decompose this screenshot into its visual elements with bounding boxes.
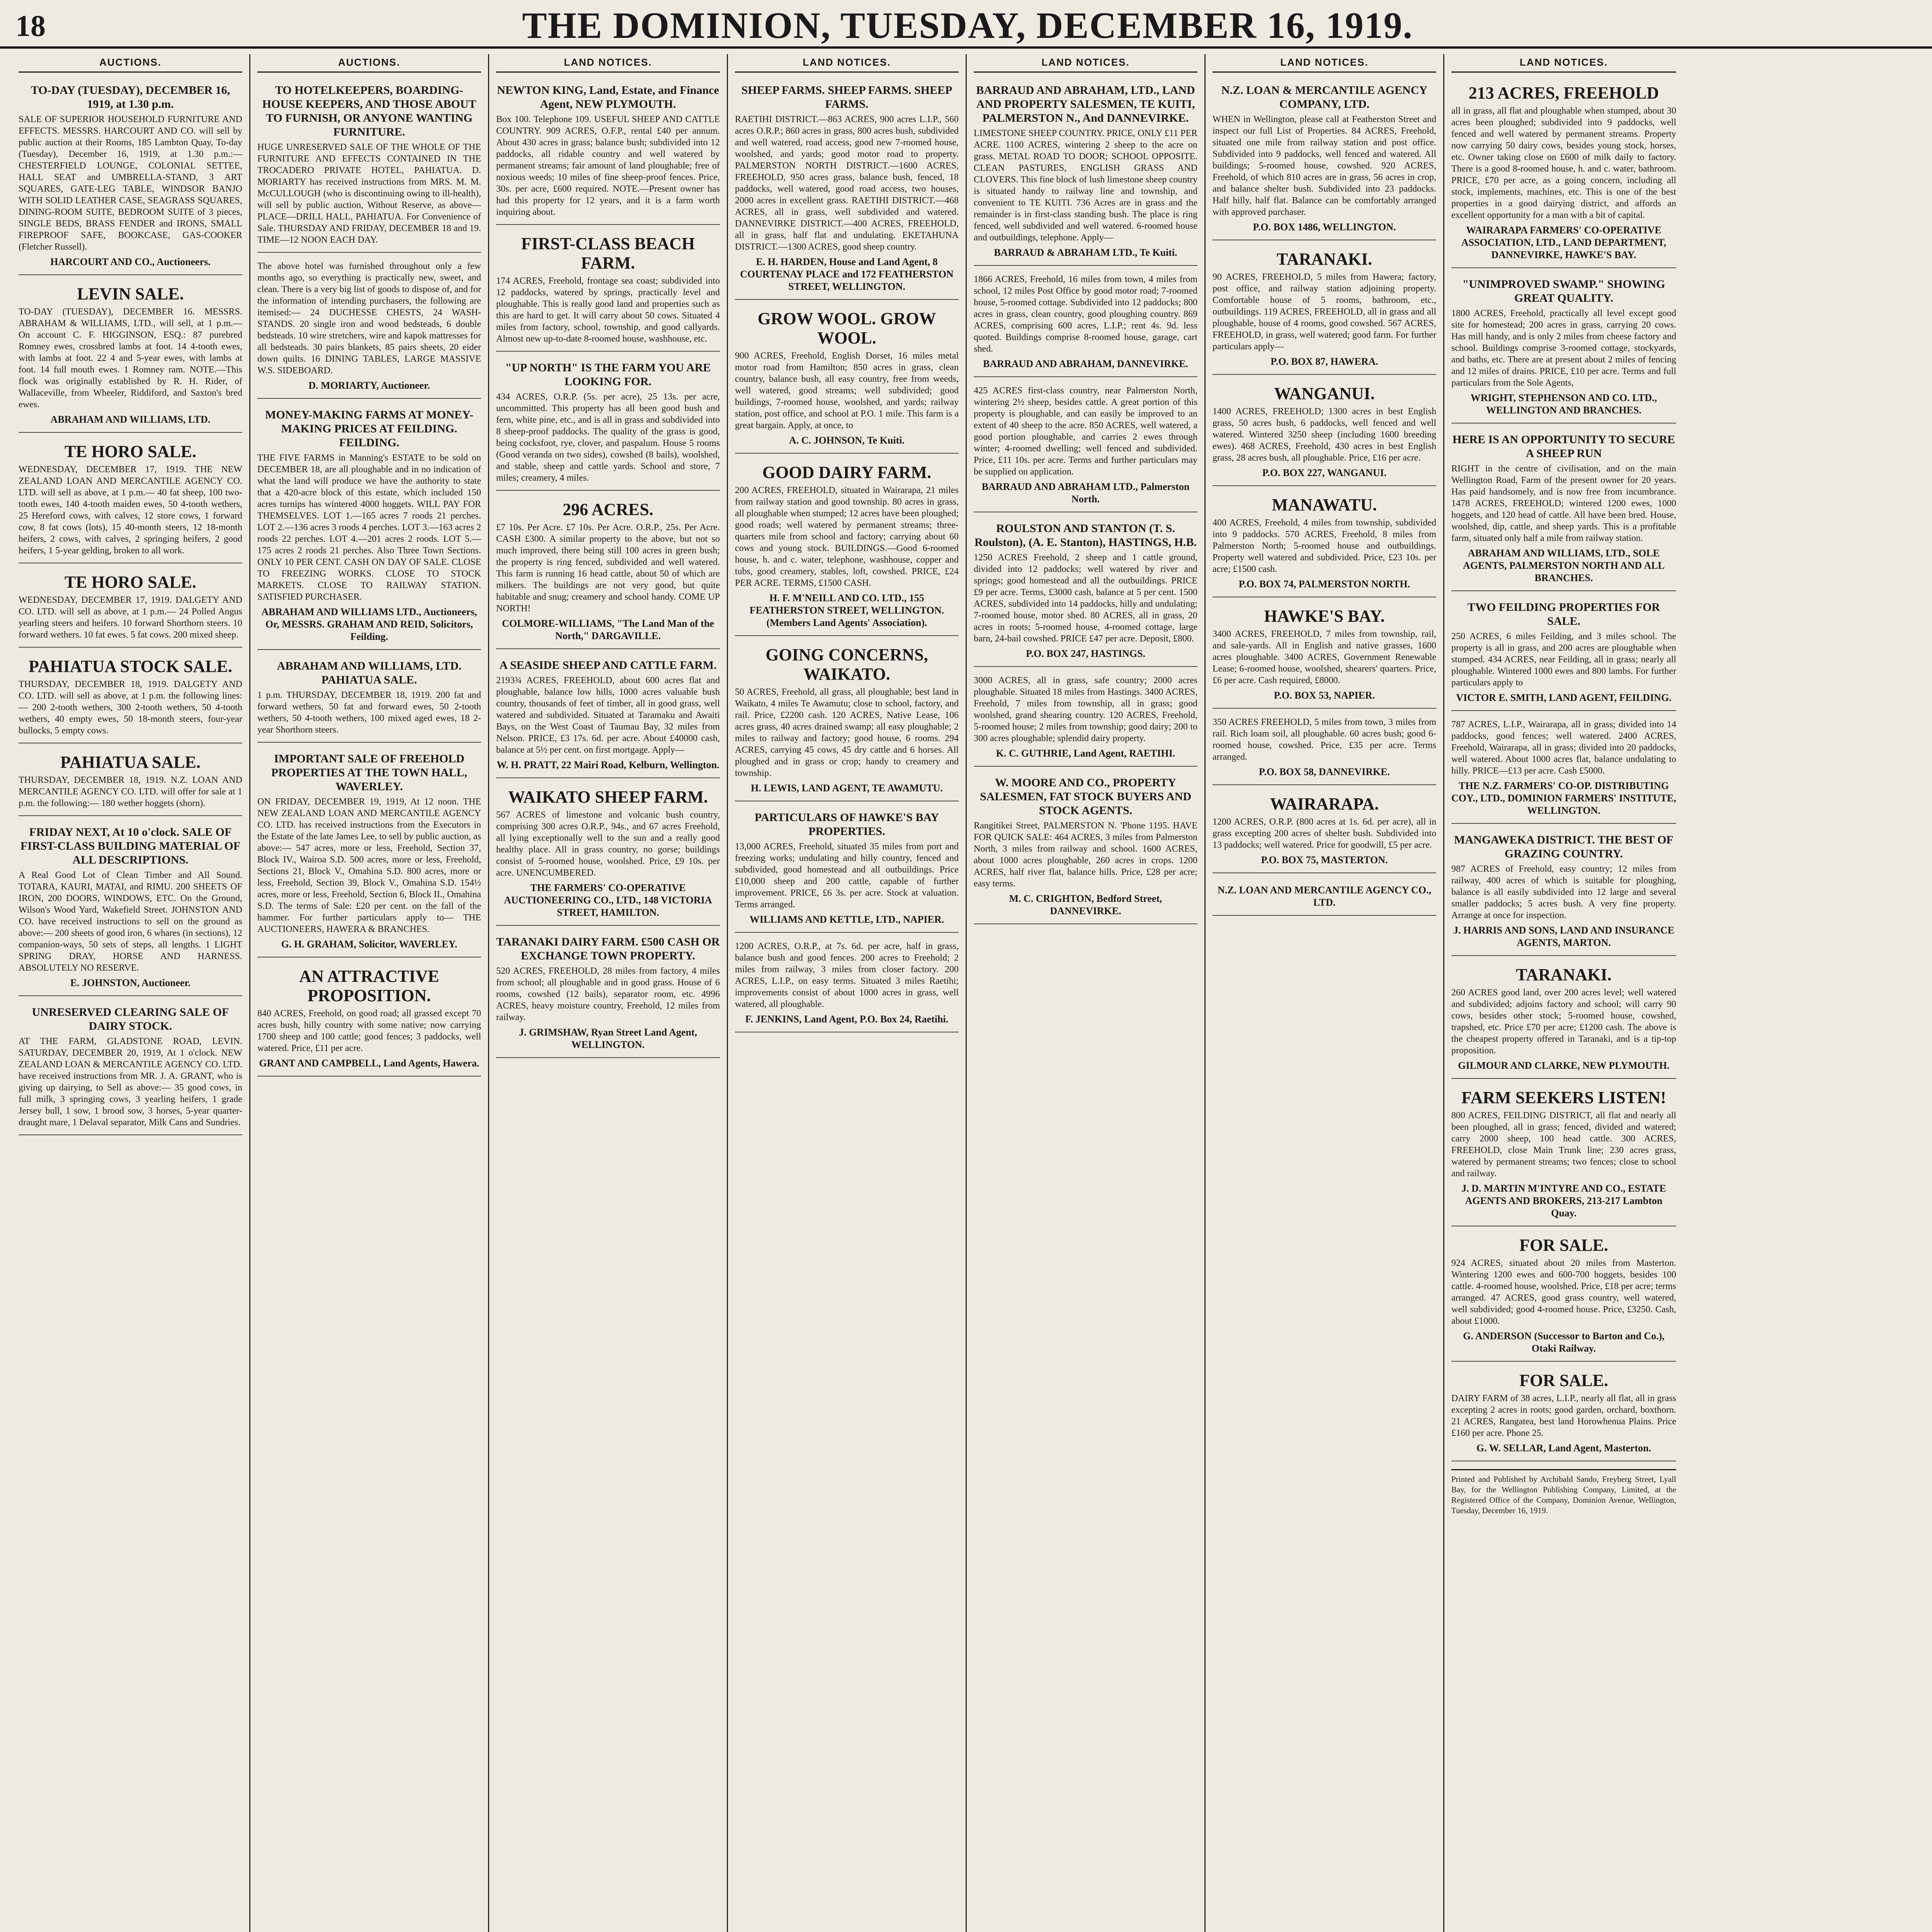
ad-body-text: 787 ACRES, L.I.P., Wairarapa, all in grass; divided into 14 paddocks, good fences; well watered. 2400 ACRES, Freehold, Wairarapa, all in grass; divided into 20 paddocks, well watered. About 1000 acres flat, balance undulating to hilly. PRICE—£13 per acre. Cash £5000.	[1451, 719, 1676, 776]
advertisement	[19, 437, 242, 563]
advertisement	[496, 782, 720, 926]
ad-body-text: 425 ACRES first-class country, near Palmerston North, wintering 2½ sheep, besides cattle. A great portion of this property is ploughable, and can easily be improved to an extent of 40 sheep to the acre. 850 ACRES, well watered, a good portion ploughable, and carries 2 ewes through winter; 4-roomed dwelling; well fenced and subdivided. Price, £11 10s. per acre. Terms and further particulars may be supplied on application.	[974, 386, 1197, 477]
ad-signature: N.Z. LOAN AND MERCANTILE AGENCY CO., LTD.	[1217, 884, 1432, 908]
advertisement	[1213, 78, 1436, 240]
advertisement	[735, 304, 959, 454]
advertisement	[1451, 272, 1676, 423]
ad-headline: WANGANUI.	[1274, 384, 1375, 403]
advertisement	[19, 747, 242, 816]
column-4	[728, 54, 967, 1932]
advertisement	[257, 78, 481, 253]
ad-body-text: 200 ACRES, FREEHOLD, situated in Wairarapa, 21 miles from railway station and good township. 80 acres in grass, all ploughable when stumped; 12 acres have been ploughed; good roads; well watered by permanent streams; three-quarters mile from school and factory; carrying about 60 cows and young stock. BUILDINGS.—Good 6-roomed house, h. and c. water, telephone, washhouse, copper and tubs, good creamery, stables, loft, cowshed. PRICE, £24 PER ACRE. TERMS, £1500 CASH.	[735, 485, 959, 588]
ad-signature: P.O. BOX 227, WANGANUI.	[1262, 467, 1387, 478]
ad-headline: LEVIN SALE.	[77, 284, 184, 303]
ad-signature: P.O. BOX 1486, WELLINGTON.	[1253, 221, 1396, 233]
advertisement	[496, 229, 720, 352]
ad-signature: P.O. BOX 74, PALMERSTON NORTH.	[1238, 578, 1410, 590]
ad-body-text: Rangitikei Street, PALMERSTON N. 'Phone 1195. HAVE FOR QUICK SALE: 464 ACRES, 3 miles from Palmerston North, 3 miles from railway and school. 1600 ACRES, about 1000 acres ploughable, 260 acres in crops. 1200 ACRES, half river flat, balance hills. Price, £28 per acre; easy terms.	[974, 821, 1197, 889]
ad-headline: FRIDAY NEXT, At 10 o'clock. SALE OF FIRST-CLASS BUILDING MATERIAL OF ALL DESCRIPTIONS.	[20, 826, 241, 866]
ad-signature: E. H. HARDEN, House and Land Agent, 8 COURTENAY PLACE and 172 FEATHERSTON STREET, WELLINGTON.	[740, 256, 954, 292]
column-3	[489, 54, 728, 1932]
advertisement	[735, 937, 959, 1032]
ad-signature: D. MORIARTY, Auctioneer.	[308, 380, 430, 391]
advertisement	[496, 930, 720, 1058]
ad-body-text: 800 ACRES, FEILDING DISTRICT, all flat and nearly all been ploughed, all in grass; fenced, divided and watered; carry 2000 sheep, 100 head cattle. 300 ACRES, FREEHOLD, close Main Trunk line; 230 acres grass, watered by permanent streams; two fences; close to school and railway.	[1451, 1111, 1676, 1179]
ad-headline: IMPORTANT SALE OF FREEHOLD PROPERTIES AT THE TOWN HALL, WAVERLEY.	[271, 752, 468, 793]
ad-signature: WRIGHT, STEPHENSON AND CO. LTD., WELLINGTON AND BRANCHES.	[1470, 392, 1657, 416]
advertisement	[1213, 490, 1436, 597]
advertisement	[257, 654, 481, 743]
advertisement	[19, 1000, 242, 1135]
ad-body-text: THE FIVE FARMS in Manning's ESTATE to be sold on DECEMBER 18, are all ploughable and in no indication of what the land will produce we have the authority to state that a 420-acre block of this estate, which included 150 acres turnips has wintered 4000 hoggets. WILL PAY FOR THEMSELVES. LOT 1.—165 acres 7 roods 21 perches. LOT 2.—136 acres 3 roods 4 perches. LOT 3.—163 acres 2 roods 22 perches. LOT 4.—201 acres 2 roods. LOT 5.—175 acres 2 roods 21 perches. Also Three Town Sections. ONLY 10 PER CENT. CASH ON DAY OF SALE. CLOSE TO FREEZING WORKS. CLOSE TO STOCK MARKETS. CLOSE TO RAILWAY STATION. SATISFIED PURCHASER.	[257, 453, 481, 602]
ad-signature: WILLIAMS AND KETTLE, LTD., NAPIER.	[749, 914, 944, 925]
ad-body-text: 50 ACRES, Freehold, all grass, all ploughable; best land in Waikato, 4 miles Te Awamutu; close to school, factory, and rail. Price, £2200 cash. 120 ACRES, Native Lease, 106 acres grass, 40 acres drained swamp; all easy ploughable; 2 miles to railway and factory; good house, 6 rooms. 294 ACRES, carrying 45 cows, 45 dry cattle and 6 horses. All ploughed and in grass or crop; handy to creamery and township.	[735, 687, 959, 778]
ad-headline: PARTICULARS OF HAWKE'S BAY PROPERTIES.	[754, 811, 939, 838]
advertisement	[735, 805, 959, 933]
advertisement	[1213, 877, 1436, 916]
column-5	[967, 54, 1206, 1932]
ad-body-text: 1400 ACRES, FREEHOLD; 1300 acres in best English grass, 50 acres bush, 6 paddocks, well fenced and well watered. Wintered 3250 sheep (including 1600 breeding ewes). 468 ACRES, Freehold, 430 acres in best English grass, 28 acres bush, all ploughable. Price, £16 per acre.	[1213, 406, 1436, 463]
advertisement	[1213, 713, 1436, 785]
ad-headline: "UNIMPROVED SWAMP." SHOWING GREAT QUALITY.	[1462, 278, 1665, 304]
ad-headline: 296 ACRES.	[563, 500, 653, 519]
ad-body-text: WEDNESDAY, DECEMBER 17, 1919. DALGETY AND CO. LTD. will sell as above, at 1 p.m.— 24 Polled Angus yearling steers and heifers. 10 forward Shorthorn steers. 10 forward wethers. 10 fat ewes. 5 fat cows. 200 mixed sheep.	[19, 595, 242, 640]
ad-signature: G. W. SELLAR, Land Agent, Masterton.	[1476, 1442, 1651, 1454]
ad-headline: MANGAWEKA DISTRICT. THE BEST OF GRAZING COUNTRY.	[1454, 833, 1673, 860]
ad-headline: GROW WOOL. GROW WOOL.	[757, 309, 936, 347]
ad-body-text: £7 10s. Per Acre. £7 10s. Per Acre. O.R.P., 25s. Per Acre. CASH £300. A similar property to the above, but not so much improved, there being still 100 acres in green bush; the property is ring fenced, subdivided and well watered. This farm is running 16 head cattle, about 50 of which are milkers. The buildings are not very good, but quite habitable and snug; creamery and school handy. COME UP NORTH!	[496, 522, 720, 614]
ad-body-text: A Real Good Lot of Clean Timber and All Sound. TOTARA, KAURI, MATAI, and RIMU. 200 SHEETS OF IRON, 200 DOORS, WINDOWS, ETC. On the Ground, Wilson's Wood Yard, Wakefield Street. JOHNSTON AND CO. have received instructions to sell on the ground as above:— 200 sheets of good iron, 6 whares (in sections), 12 companion-ways, 50 sets of steps, all lengths. 1 LIGHT SPRING DRAY, HORSE AND HARNESS. ABSOLUTELY NO RESERVE.	[19, 870, 242, 973]
column-6	[1206, 54, 1444, 1932]
ad-body-text: 174 ACRES, Freehold, frontage sea coast; subdivided into 12 paddocks, watered by springs, practically level and ploughable. This is really good land and properties such as this are hard to get. It will carry about 50 cows. Situated 4 miles from factory, school, township, and good callyards. Almost new up-to-date 8-roomed house, washhouse, etc.	[496, 276, 720, 344]
ad-headline: WAIRARAPA.	[1270, 794, 1379, 813]
ad-headline: A SEASIDE SHEEP AND CATTLE FARM.	[499, 659, 717, 672]
ad-headline: FOR SALE.	[1519, 1236, 1608, 1255]
ad-signature: A. C. JOHNSON, Te Kuiti.	[789, 435, 905, 446]
ad-headline: TWO FEILDING PROPERTIES FOR SALE.	[1467, 601, 1660, 628]
advertisement	[735, 640, 959, 801]
ad-body-text: 90 ACRES, FREEHOLD, 5 miles from Hawera; factory, post office, and railway station adjoining property. Comfortable house of 5 rooms, bathroom, etc., outbuildings. 119 ACRES, FREEHOLD, all in grass and all ploughable, house of 4 rooms, good cowshed. 567 ACRES, FREEHOLD, in grass, well watered; good farm. For further particulars apply—	[1213, 272, 1436, 352]
advertisement	[496, 355, 720, 491]
ad-signature: THE N.Z. FARMERS' CO-OP. DISTRIBUTING COY., LTD., DOMINION FARMERS' INSTITUTE, WELLINGTON.	[1451, 780, 1676, 816]
advertisement	[1451, 1083, 1676, 1226]
ad-signature: P.O. BOX 247, HASTINGS.	[1026, 648, 1145, 659]
ad-body-text: 434 ACRES, O.R.P. (5s. per acre), 25 13s. per acre, uncommitted. This property has all been good bush and fern, white pine, etc., and is all in grass and subdivided into 8 sheep-proof paddocks. The quality of the grass is good, being cocksfoot, rye, clover, and paspalum. House 5 rooms (Good veranda on two sides), cowshed (8 bails), woolshed, and stable, sheep and cattle yards. School and store, 7 miles; creamery, 4 miles.	[496, 392, 720, 483]
column-header: LAND NOTICES.	[1213, 54, 1436, 73]
ad-headline: GOOD DAIRY FARM.	[762, 463, 932, 482]
ad-body-text: 1250 ACRES Freehold, 2 sheep and 1 cattle ground, divided into 12 paddocks; well watered by river and springs; good homestead and all the outbuildings. PRICE £9 per acre. Terms, £3000 cash, balance at 5 per cent. 1500 ACRES, subdivided into 14 paddocks, hilly and undulating; 7-roomed house, motor shed. 80 ACRES, all in grass, 20 acres in roots; 5-roomed house, 4-roomed cottage, large barn, 24-bail cowshed. PRICE £47 per acre. Deposit, £800.	[974, 553, 1197, 644]
ad-signature: WAIRARAPA FARMERS' CO-OPERATIVE ASSOCIATION, LTD., LAND DEPARTMENT, DANNEVIRKE, HAWKE'S BAY.	[1461, 224, 1667, 260]
advertisement	[1213, 379, 1436, 486]
advertisement	[974, 516, 1197, 667]
printer-imprint: Printed and Published by Archibald Sando, Freyberg Street, Lyall Bay, for the Wellington Publishing Company, Limited, at the Registered Office of the Company, Dominion Avenue, Wellington, Tuesday, December 16, 1919.	[1451, 1469, 1676, 1516]
ad-headline: FARM SEEKERS LISTEN!	[1461, 1088, 1666, 1107]
masthead	[0, 0, 1932, 49]
advertisement	[19, 567, 242, 648]
ad-signature: P.O. BOX 75, MASTERTON.	[1261, 854, 1388, 866]
column-header: LAND NOTICES.	[974, 54, 1197, 73]
advertisement	[1451, 715, 1676, 824]
advertisement	[974, 381, 1197, 512]
ad-signature: H. F. M'NEILL AND CO. LTD., 155 FEATHERSTON STREET, WELLINGTON. (Members Land Agents' Association).	[749, 592, 944, 628]
ad-body-text: 350 ACRES FREEHOLD, 5 miles from town, 3 miles from rail. Rich loam soil, all ploughable. 60 acres bush; good 6-roomed house, cowshed. Price, £35 per acre. Terms arranged.	[1213, 717, 1436, 762]
ad-body-text: 260 ACRES good land, over 200 acres level; well watered and subdivided; adjoins factory and school; will carry 90 cows, besides other stock; 5-roomed house, cowshed, trapshed, etc. Price £70 per acre; £1200 cash. The above is the cheapest property offered in Taranaki, and is a tip-top proposition.	[1451, 988, 1676, 1056]
column-2	[250, 54, 489, 1932]
ad-body-text: SALE OF SUPERIOR HOUSEHOLD FURNITURE AND EFFECTS. MESSRS. HARCOURT AND CO. will sell by public auction at their Rooms, 185 Lambton Quay, To-day (Tuesday), December 16, 1919, at 1.30 p.m.:— CHESTERFIELD LOUNGE, COLONIAL SETTEE, HALL SEAT and UMBRELLA-STAND, 3 ART SQUARES, GATE-LEG TABLE, WINDSOR BANJO WITH SOLID LEATHER CASE, SEAGRASS SQUARES, DINING-ROOM SUITE, BEDROOM SUITE of 3 pieces, SINGLE BEDS, BRASS FENDER and IRONS, SMALL FIREPROOF SAFE, BOOKCASE, GAS-COOKER (Fletcher Russell).	[19, 114, 242, 252]
advertisement	[1451, 828, 1676, 956]
ad-signature: ABRAHAM AND WILLIAMS, LTD.	[50, 414, 211, 425]
advertisement	[257, 403, 481, 650]
ad-body-text: 1200 ACRES, O.R.P., at 7s. 6d. per acre, half in grass, balance bush and good fences. 200 acres to Freehold; 2 miles from railway, 3 miles from closer factory. 200 ACRES, L.I.P., on easy terms. Situated 3 miles Raetihi; improvements consist of about 1000 acres in grass, well watered, all ploughable.	[735, 941, 959, 1009]
advertisement	[1213, 789, 1436, 873]
advertisement	[19, 279, 242, 433]
ad-headline: 213 ACRES, FREEHOLD	[1468, 83, 1659, 102]
ad-signature: GILMOUR AND CLARKE, NEW PLYMOUTH.	[1458, 1060, 1670, 1071]
ad-headline: TE HORO SALE.	[64, 573, 197, 592]
ad-body-text: AT THE FARM, GLADSTONE ROAD, LEVIN. SATURDAY, DECEMBER 20, 1919, At 1 o'clock. NEW ZEALAND LOAN & MERCANTILE AGENCY CO. LTD. have received instructions from MR. J. A. GRANT, who is giving up dairying, to Sell as above:— 35 good cows, in full milk, 3 springing cows, 3 yearling heifers, 1 grade Jersey bull, 1 sow, 1 brood sow, 3 horses, 5-year quarter-draught mare, 1 Delaval separator, Milk Cans and Sundries.	[19, 1036, 242, 1128]
advertisement	[735, 78, 959, 300]
ad-signature: J. D. MARTIN M'INTYRE AND CO., ESTATE AGENTS AND BROKERS, 213-217 Lambton Quay.	[1461, 1183, 1666, 1219]
ad-signature: BARRAUD & ABRAHAM LTD., Te Kuiti.	[994, 247, 1177, 258]
ad-signature: E. JOHNSTON, Auctioneer.	[70, 977, 191, 988]
ad-body-text: 1866 ACRES, Freehold, 16 miles from town, 4 miles from school, 12 miles Post Office by good motor road; 7-roomed house, 5-roomed cottage. Subdivided into 12 paddocks; 800 acres in grass, clean country, good ploughing country. 869 ACRES, comprising 600 acres, L.I.P.; rent 4s. 9d. less quoted. Buildings comprise 8-roomed house, garage, cart shed.	[974, 274, 1197, 354]
ad-headline: HAWKE'S BAY.	[1264, 607, 1385, 626]
ad-body-text: 250 ACRES, 6 miles Feilding, and 3 miles school. The property is all in grass, and 200 acres are ploughable when stumped. 434 ACRES, near Feilding, all in grass; nearly all ploughable. Wintered 1000 ewes and 800 lambs. For further particulars apply to	[1451, 631, 1676, 688]
ad-signature: K. C. GUTHRIE, Land Agent, RAETIHI.	[996, 748, 1175, 759]
ad-signature: GRANT AND CAMPBELL, Land Agents, Hawera.	[259, 1058, 480, 1069]
ad-signature: F. JENKINS, Land Agent, P.O. Box 24, Raetihi.	[745, 1014, 949, 1025]
ad-headline: UNRESERVED CLEARING SALE OF DAIRY STOCK.	[32, 1006, 229, 1032]
ad-body-text: 2193¾ ACRES, FREEHOLD, about 600 acres flat and ploughable, balance low hills, 1000 acres valuable bush country, thousands of feet of timber, all in good grass, well watered and subdivided. Situated at Taramaku and Awaiti Bays, on the West Coast of Taumau Bay, 32 miles from Nelson. PRICE, £3 17s. 6d. per acre. About £40000 cash, balance at 5½ per cent. on first mortgage. Apply—	[496, 675, 720, 755]
ad-body-text: 987 ACRES of Freehold, easy country; 12 miles from railway, 400 acres of which is suitable for ploughing, balance is all easily subdivided into 12 large and several smaller paddocks; 5 acres bush. A very fine property. Arrange at once for inspection.	[1451, 864, 1676, 920]
ad-body-text: Box 100. Telephone 109. USEFUL SHEEP AND CATTLE COUNTRY. 909 ACRES, O.F.P., rental £40 per annum. About 430 acres in grass; balance bush; subdivided into 12 paddocks, all ridable country and well watered by permanent streams; fair amount of land ploughable; free of noxious weeds; 10 miles of fine sheep-proof fences. Price, 30s. per acre, £600 required. NOTE.—Present owner has had this property for 12 years, and it is a farm worth inquiring about.	[496, 114, 720, 217]
ad-headline: SHEEP FARMS. SHEEP FARMS. SHEEP FARMS.	[741, 84, 952, 111]
ad-headline: ROULSTON AND STANTON (T. S. Roulston), (A. E. Stanton), HASTINGS, H.B.	[974, 522, 1197, 549]
ad-signature: P.O. BOX 53, NAPIER.	[1274, 690, 1375, 701]
ad-body-text: 840 ACRES, Freehold, on good road; all grassed except 70 acres bush, hilly country with some native; now carrying 1700 sheep and 100 cattle; good fences; 3 paddocks, well watered. Price, £11 per acre.	[257, 1009, 481, 1053]
ad-signature: G. ANDERSON (Successor to Barton and Co.), Otaki Railway.	[1463, 1330, 1665, 1354]
ad-headline: PAHIATUA SALE.	[60, 753, 201, 772]
ad-headline: TO HOTELKEEPERS, BOARDING-HOUSE KEEPERS, AND THOSE ABOUT TO FURNISH, OR ANYONE WANTING FURNITURE.	[262, 84, 476, 138]
ad-body-text: WHEN in Wellington, please call at Featherston Street and inspect our full List of Properties. 84 ACRES, Freehold, situated one mile from railway station and post office. Subdivided into 9 paddocks, well fenced and watered. All buildings; 5-roomed house, cowshed. 920 ACRES, Freehold, of which 810 acres are in grass, 56 acres in crop, and balance shelter bush. Subdivided into 23 paddocks. Half hilly, half flat. Balance can be comfortably arranged with approved purchaser.	[1213, 114, 1436, 217]
ad-body-text: RAETIHI DISTRICT.—863 ACRES, 900 acres L.I.P., 560 acres O.R.P.; 860 acres in grass, 800 acres bush, subdivided and well watered, road access, good new 7-roomed house, woolshed, and yards; good motor road to property. PALMERSTON NORTH DISTRICT.—1600 ACRES, FREEHOLD, 950 acres grass, balance bush, fenced, 18 paddocks, well watered, good road access, two houses, 2000 acres in excellent grass. RAETIHI DISTRICT.—468 ACRES, all in grass, well subdivided and watered. DANNEVIRKE DISTRICT.—400 ACRES, FREEHOLD, all in grass, half flat and undulating. EKETAHUNA DISTRICT.—1300 ACRES, good sheep country.	[735, 114, 959, 252]
ad-signature: ABRAHAM AND WILLIAMS LTD., Auctioneers, Or, MESSRS. GRAHAM AND REID, Solicitors, Feilding.	[261, 606, 477, 642]
ad-body-text: WEDNESDAY, DECEMBER 17, 1919. THE NEW ZEALAND LOAN AND MERCANTILE AGENCY CO. LTD. will sell as above, at 1 p.m.— 40 fat sheep, 100 two-tooth ewes, 140 4-tooth maiden ewes, 50 4-tooth wethers, 25 Hereford cows, with calves, 12 store cows, 1 forward cow, 8 fat cows (lots), 15 40-month steers, 12 18-month heifers, 2 cows, with calves, 2 springing heifers, 2 good heifers, 1 5-year gelding, broken to all work.	[19, 464, 242, 556]
ad-body-text: 13,000 ACRES, Freehold, situated 35 miles from port and freezing works; undulating and hilly country, fenced and subdivided, good homestead and all outbuildings. Price £10,000 sheep and 200 cattle, capable of further improvement. PRICE, £6 3s. per acre. Stock at valuation. Terms arranged.	[735, 842, 959, 910]
advertisement	[496, 78, 720, 225]
ad-headline: WAIKATO SHEEP FARM.	[508, 787, 708, 806]
ad-headline: HERE IS AN OPPORTUNITY TO SECURE A SHEEP RUN	[1452, 433, 1675, 460]
column-header: AUCTIONS.	[19, 54, 242, 73]
ad-body-text: 1200 ACRES, O.R.P. (800 acres at 1s. 6d. per acre), all in grass excepting 200 acres of shelter bush. Subdivided into 13 paddocks; well watered. Price for goodwill, £5 per acre.	[1213, 817, 1436, 850]
ad-body-text: ON FRIDAY, DECEMBER 19, 1919, At 12 noon. THE NEW ZEALAND LOAN AND MERCANTILE AGENCY CO. LTD. has received instructions from the Executors in the Estate of the late James Lee, to sell by public auction, as above:— 547 acres, more or less, Freehold, Section 37, Block IV., Wairoa S.D. 500 acres, more or less, Freehold, Sections 21, Block V., Omahina S.D. 800 acres, more or less, Freehold, Section 39, Block V., Omahina S.D. 154½ acres, more or less, Freehold, Section 6, Block II., Omahina S.D. The terms of Sale: £20 per cent. on the fall of the hammer. For further particulars apply to— THE AUCTIONEERS, HAWERA & BRANCHES.	[257, 797, 481, 934]
ad-signature: G. H. GRAHAM, Solicitor, WAVERLEY.	[281, 939, 457, 950]
ad-signature: M. C. CRIGHTON, Bedford Street, DANNEVIRKE.	[1009, 893, 1162, 917]
ad-body-text: HUGE UNRESERVED SALE OF THE WHOLE OF THE FURNITURE AND EFFECTS CONTAINED IN THE TROCADERO PRIVATE HOTEL, PAHIATUA. D. MORIARTY has received instructions from MRS. M. M. McCULLOUGH (who is discontinuing owing to ill-health), will sell by public auction, Without Reserve, as above— PLACE—DRILL HALL, PAHIATUA. For Convenience of Sale. THURSDAY AND FRIDAY, DECEMBER 18 and 19. TIME—12 NOON EACH DAY.	[257, 142, 481, 245]
advertisement	[1213, 244, 1436, 375]
ad-headline: TE HORO SALE.	[64, 442, 197, 461]
ad-signature: J. GRIMSHAW, Ryan Street Land Agent, WELLINGTON.	[519, 1027, 697, 1050]
column-7	[1444, 54, 1683, 1932]
ad-body-text: all in grass, all flat and ploughable when stumped, about 30 acres been ploughed; subdivided into 9 paddocks, well fenced and well watered by permanent streams. Property now carrying 50 dairy cows, besides young stock, horses, etc. Owner taking close on £600 of milk daily to factory. There is a good 8-roomed house, h. and c. water, bathroom. PRICE, £70 per acre, as a going concern, including all stock, implements, machines, etc. This is one of the best properties in a good dairying district, and affords an excellent opportunity for a man with a bit of capital.	[1451, 106, 1676, 220]
advertisement	[1451, 595, 1676, 711]
ad-signature: BARRAUD AND ABRAHAM, DANNEVIRKE.	[983, 358, 1188, 369]
ad-signature: BARRAUD AND ABRAHAM LTD., Palmerston North.	[981, 481, 1190, 505]
ad-headline: BARRAUD AND ABRAHAM, LTD., LAND AND PROPERTY SALESMEN, TE KUITI, PALMERSTON N., And DANNEVIRKE.	[976, 84, 1195, 124]
ad-body-text: TO-DAY (TUESDAY), DECEMBER 16. MESSRS. ABRAHAM & WILLIAMS, LTD., will sell, at 1 p.m.— On account C. F. HIGGINSON, ESQ.: 87 purebred Romney ewes, crossbred lambs at foot. 14 4-tooth ewes, with lambs at foot. 22 4 and 5-year ewes, with lambs at foot. 14 full mouth ewes. 1 Romney ram. NOTE.—This flock was originally established by R. H. Rider, of Wallaceville, from Wheeler, Riddiford, and Saxton's bred ewes.	[19, 307, 242, 410]
advertisement	[19, 651, 242, 743]
ad-headline: FOR SALE.	[1519, 1371, 1608, 1390]
advertisement	[974, 770, 1197, 924]
ad-headline: GOING CONCERNS, WAIKATO.	[765, 645, 928, 684]
ad-headline: TARANAKI.	[1516, 965, 1612, 984]
ad-headline: FIRST-CLASS BEACH FARM.	[521, 234, 695, 272]
advertisement	[496, 653, 720, 778]
ad-body-text: 3400 ACRES, FREEHOLD, 7 miles from township, rail, and sale-yards. All in English and native grasses, 1600 acres ploughable. 3400 ACRES, Government Renewable Lease; 6-roomed house, woolshed, shearers' quarters. Price, £6 per acre. Cash required, £8000.	[1213, 629, 1436, 685]
advertisement	[1451, 960, 1676, 1079]
ad-signature: ABRAHAM AND WILLIAMS, LTD., SOLE AGENTS, PALMERSTON NORTH AND ALL BRANCHES.	[1463, 548, 1665, 583]
column-header: LAND NOTICES.	[735, 54, 959, 73]
column-header: AUCTIONS.	[257, 54, 481, 73]
ad-body-text: 924 ACRES, situated about 20 miles from Masterton. Wintering 1200 ewes and 600-700 hoggets, besides 100 cattle. 4-roomed house, woolshed. Price, £18 per acre; terms arranged. 47 ACRES, good grass country, well watered, well subdivided; good 4-roomed house. Price, £3250. Cash, about £1000.	[1451, 1258, 1676, 1326]
ad-signature: P.O. BOX 58, DANNEVIRKE.	[1259, 766, 1390, 777]
advertisement	[974, 78, 1197, 266]
advertisement	[257, 257, 481, 399]
ad-body-text: 1 p.m. THURSDAY, DECEMBER 18, 1919. 200 fat and forward wethers, 50 fat and forward ewes, 50 2-tooth wethers, 50 4-tooth wethers, 100 mixed aged ewes, 18 2-year Shorthorn steers.	[257, 690, 481, 735]
ad-headline: TARANAKI.	[1276, 250, 1372, 269]
paper-title: THE DOMINION, TUESDAY, DECEMBER 16, 1919.	[522, 5, 1413, 46]
ad-body-text: The above hotel was furnished throughout only a few months ago, so everything is practically new, sweet, and clean. There is a very big list of goods to dispose of, and for the information of intending purchasers, the following are itemised:— 24 DUCHESSE CHESTS, 24 WASH-STANDS. 20 single iron and wood bedsteads, 6 double bedsteads. 10 wire stretchers, wire and kapok mattresses for all bedsteads. 30 pairs blankets, 85 pairs sheets, 20 eider down quilts. 16 DINING TABLES, LARGE MASSIVE W.S. SIDEBOARD.	[257, 261, 481, 376]
ad-signature: H. LEWIS, LAND AGENT, TE AWAMUTU.	[751, 782, 943, 794]
advertisement	[1451, 78, 1676, 268]
ad-headline: "UP NORTH" IS THE FARM YOU ARE LOOKING FOR.	[505, 361, 711, 388]
ad-signature: J. HARRIS AND SONS, LAND AND INSURANCE AGENTS, MARTON.	[1453, 925, 1675, 948]
ad-body-text: DAIRY FARM of 38 acres, L.I.P., nearly all flat, all in grass excepting 2 acres in roots; good garden, orchard, boxthorn. 21 ACRES, Rangatea, best land Horowhenua Plains. Price £160 per acre. Phone 25.	[1451, 1393, 1676, 1438]
ad-body-text: 1800 ACRES, Freehold, practically all level except good site for homestead; 200 acres in grass, carrying 20 cows. Has mill handy, and is only 2 miles from cheese factory and school. Buildings comprise 3-roomed cottage, stockyards, and baths, etc. There are at present about 2 miles of fencing and 12 miles of drains. PRICE, £10 per acre. Terms and full particulars from the Sole Agents,	[1451, 308, 1676, 388]
column-header: LAND NOTICES.	[496, 54, 720, 73]
column-header: LAND NOTICES.	[1451, 54, 1676, 73]
ad-headline: MANAWATU.	[1272, 495, 1377, 514]
ad-headline: NEWTON KING, Land, Estate, and Finance Agent, NEW PLYMOUTH.	[497, 84, 719, 111]
advertisement	[257, 747, 481, 957]
ad-body-text: 520 ACRES, FREEHOLD, 28 miles from factory, 4 miles from school; all ploughable and in good grass. House of 6 rooms, cowshed (12 bails), separator room, etc. 4996 ACRES, heavy moisture country, Freehold, 12 miles from railway.	[496, 966, 720, 1022]
advertisement	[1213, 601, 1436, 709]
ad-headline: W. MOORE AND CO., PROPERTY SALESMEN, FAT STOCK BUYERS AND STOCK AGENTS.	[980, 776, 1192, 817]
ad-signature: W. H. PRATT, 22 Mairi Road, Kelburn, Wellington.	[497, 759, 719, 770]
page-number: 18	[15, 9, 46, 43]
ad-headline: AN ATTRACTIVE PROPOSITION.	[299, 967, 439, 1005]
ad-body-text: LIMESTONE SHEEP COUNTRY. PRICE, ONLY £11 PER ACRE. 1100 ACRES, wintering 2 sheep to the acre on grass. METAL ROAD TO DOOR; SCHOOL OPPOSITE. CLEAN PASTURES, ENGLISH GRASS AND CLOVERS. This fine block of lush limestone sheep country is situated handy to railway line and township, and convenient to TE KUITI. 736 Acres are in grass and the remainder is in first-class standing bush. The place is ring fenced, well subdivided and well watered. 6-roomed house and outbuildings, telephone. Apply—	[974, 128, 1197, 243]
advertisement	[496, 495, 720, 649]
ad-signature: P.O. BOX 87, HAWERA.	[1270, 356, 1378, 367]
advertisement	[1451, 427, 1676, 591]
advertisement	[735, 457, 959, 636]
ad-headline: N.Z. LOAN & MERCANTILE AGENCY COMPANY, LTD.	[1221, 84, 1428, 111]
ad-headline: TO-DAY (TUESDAY), DECEMBER 16, 1919, at 1.30 p.m.	[31, 84, 230, 111]
ad-signature: THE FARMERS' CO-OPERATIVE AUCTIONEERING CO., LTD., 148 VICTORIA STREET, HAMILTON.	[504, 882, 712, 918]
advertisement	[19, 820, 242, 996]
ad-headline: MONEY-MAKING FARMS AT MONEY-MAKING PRICES AT FEILDING. FEILDING.	[265, 408, 473, 449]
advertisement	[1451, 1230, 1676, 1362]
columns	[12, 54, 1923, 1932]
ad-body-text: 567 ACRES of limestone and volcanic bush country, comprising 300 acres O.R.P., 94s., and 67 acres Freehold, all lying exceptionally well to the sun and a really good healthy place. All in grass country, no gorse; buildings consist of 5-roomed house, woolshed. Price, £9 10s. per acre. UNENCUMBERED.	[496, 810, 720, 878]
advertisement	[19, 78, 242, 275]
ad-headline: TARANAKI DAIRY FARM. £500 CASH OR EXCHANGE TOWN PROPERTY.	[496, 935, 720, 962]
advertisement	[1451, 1366, 1676, 1461]
ad-headline: ABRAHAM AND WILLIAMS, LTD. PAHIATUA SALE.	[277, 660, 462, 686]
ad-body-text: RIGHT in the centre of civilisation, and on the main Wellington Road, Farm of the present owner for 20 years. Has paid handsomely, and is now free from incumbrance. 1478 ACRES, FREEHOLD; wintered 1200 ewes, 1000 hoggets, and 120 head of cattle. All have been bred. House, woolshed, dip, cattle, and sheep yards. This is a profitable farm, situated only half a mile from railway station.	[1451, 464, 1676, 543]
advertisement	[974, 671, 1197, 767]
column-1	[12, 54, 250, 1932]
ad-signature: VICTOR E. SMITH, LAND AGENT, FEILDING.	[1456, 692, 1672, 703]
ad-headline: PAHIATUA STOCK SALE.	[29, 657, 232, 676]
ad-body-text: 3000 ACRES, all in grass, safe country; 2000 acres ploughable. Situated 18 miles from Hastings. 3400 ACRES, Freehold, 7 miles from township, all in grass; good woolshed, grand shearing country. 120 ACRES, Freehold, 5-roomed house; 2 miles from township; good dairy; 200 to 300 acres ploughable; splendid dairy property.	[974, 675, 1197, 743]
advertisement	[974, 270, 1197, 377]
ad-signature: COLMORE-WILLIAMS, "The Land Man of the North," DARGAVILLE.	[502, 618, 714, 641]
ad-body-text: 900 ACRES, Freehold, English Dorset, 16 miles metal motor road from Hamilton; 850 acres in grass, clean country, balance bush, all easy country, free from weeds, well watered, good streams; well subdivided; good buildings, 7-roomed house, woolshed, and yards; railway station, post office, and school at P.O. 1 mile. This farm is a great bargain. Apply, at once, to	[735, 351, 959, 430]
ad-body-text: THURSDAY, DECEMBER 18, 1919. N.Z. LOAN AND MERCANTILE AGENCY CO. LTD. will offer for sale at 1 p.m. the following:— 180 wether hoggets (shorn).	[19, 775, 242, 808]
ad-body-text: THURSDAY, DECEMBER 18, 1919. DALGETY AND CO. LTD. will sell as above, at 1 p.m. the following lines:— 200 2-tooth wethers, 300 2-tooth wethers, 50 4-tooth wethers, 40 empty ewes, 50 18-month steers, four-year bullocks, 5 empty cows.	[19, 679, 242, 736]
ad-body-text: 400 ACRES, Freehold, 4 miles from township, subdivided into 9 paddocks. 570 ACRES, Freehold, 8 miles from Palmerston North; 5-roomed house and outbuildings. Property well watered and subdivided. Price, £23 10s. per acre; £1500 cash.	[1213, 518, 1436, 574]
advertisement	[257, 961, 481, 1077]
ad-signature: HARCOURT AND CO., Auctioneers.	[50, 256, 211, 267]
